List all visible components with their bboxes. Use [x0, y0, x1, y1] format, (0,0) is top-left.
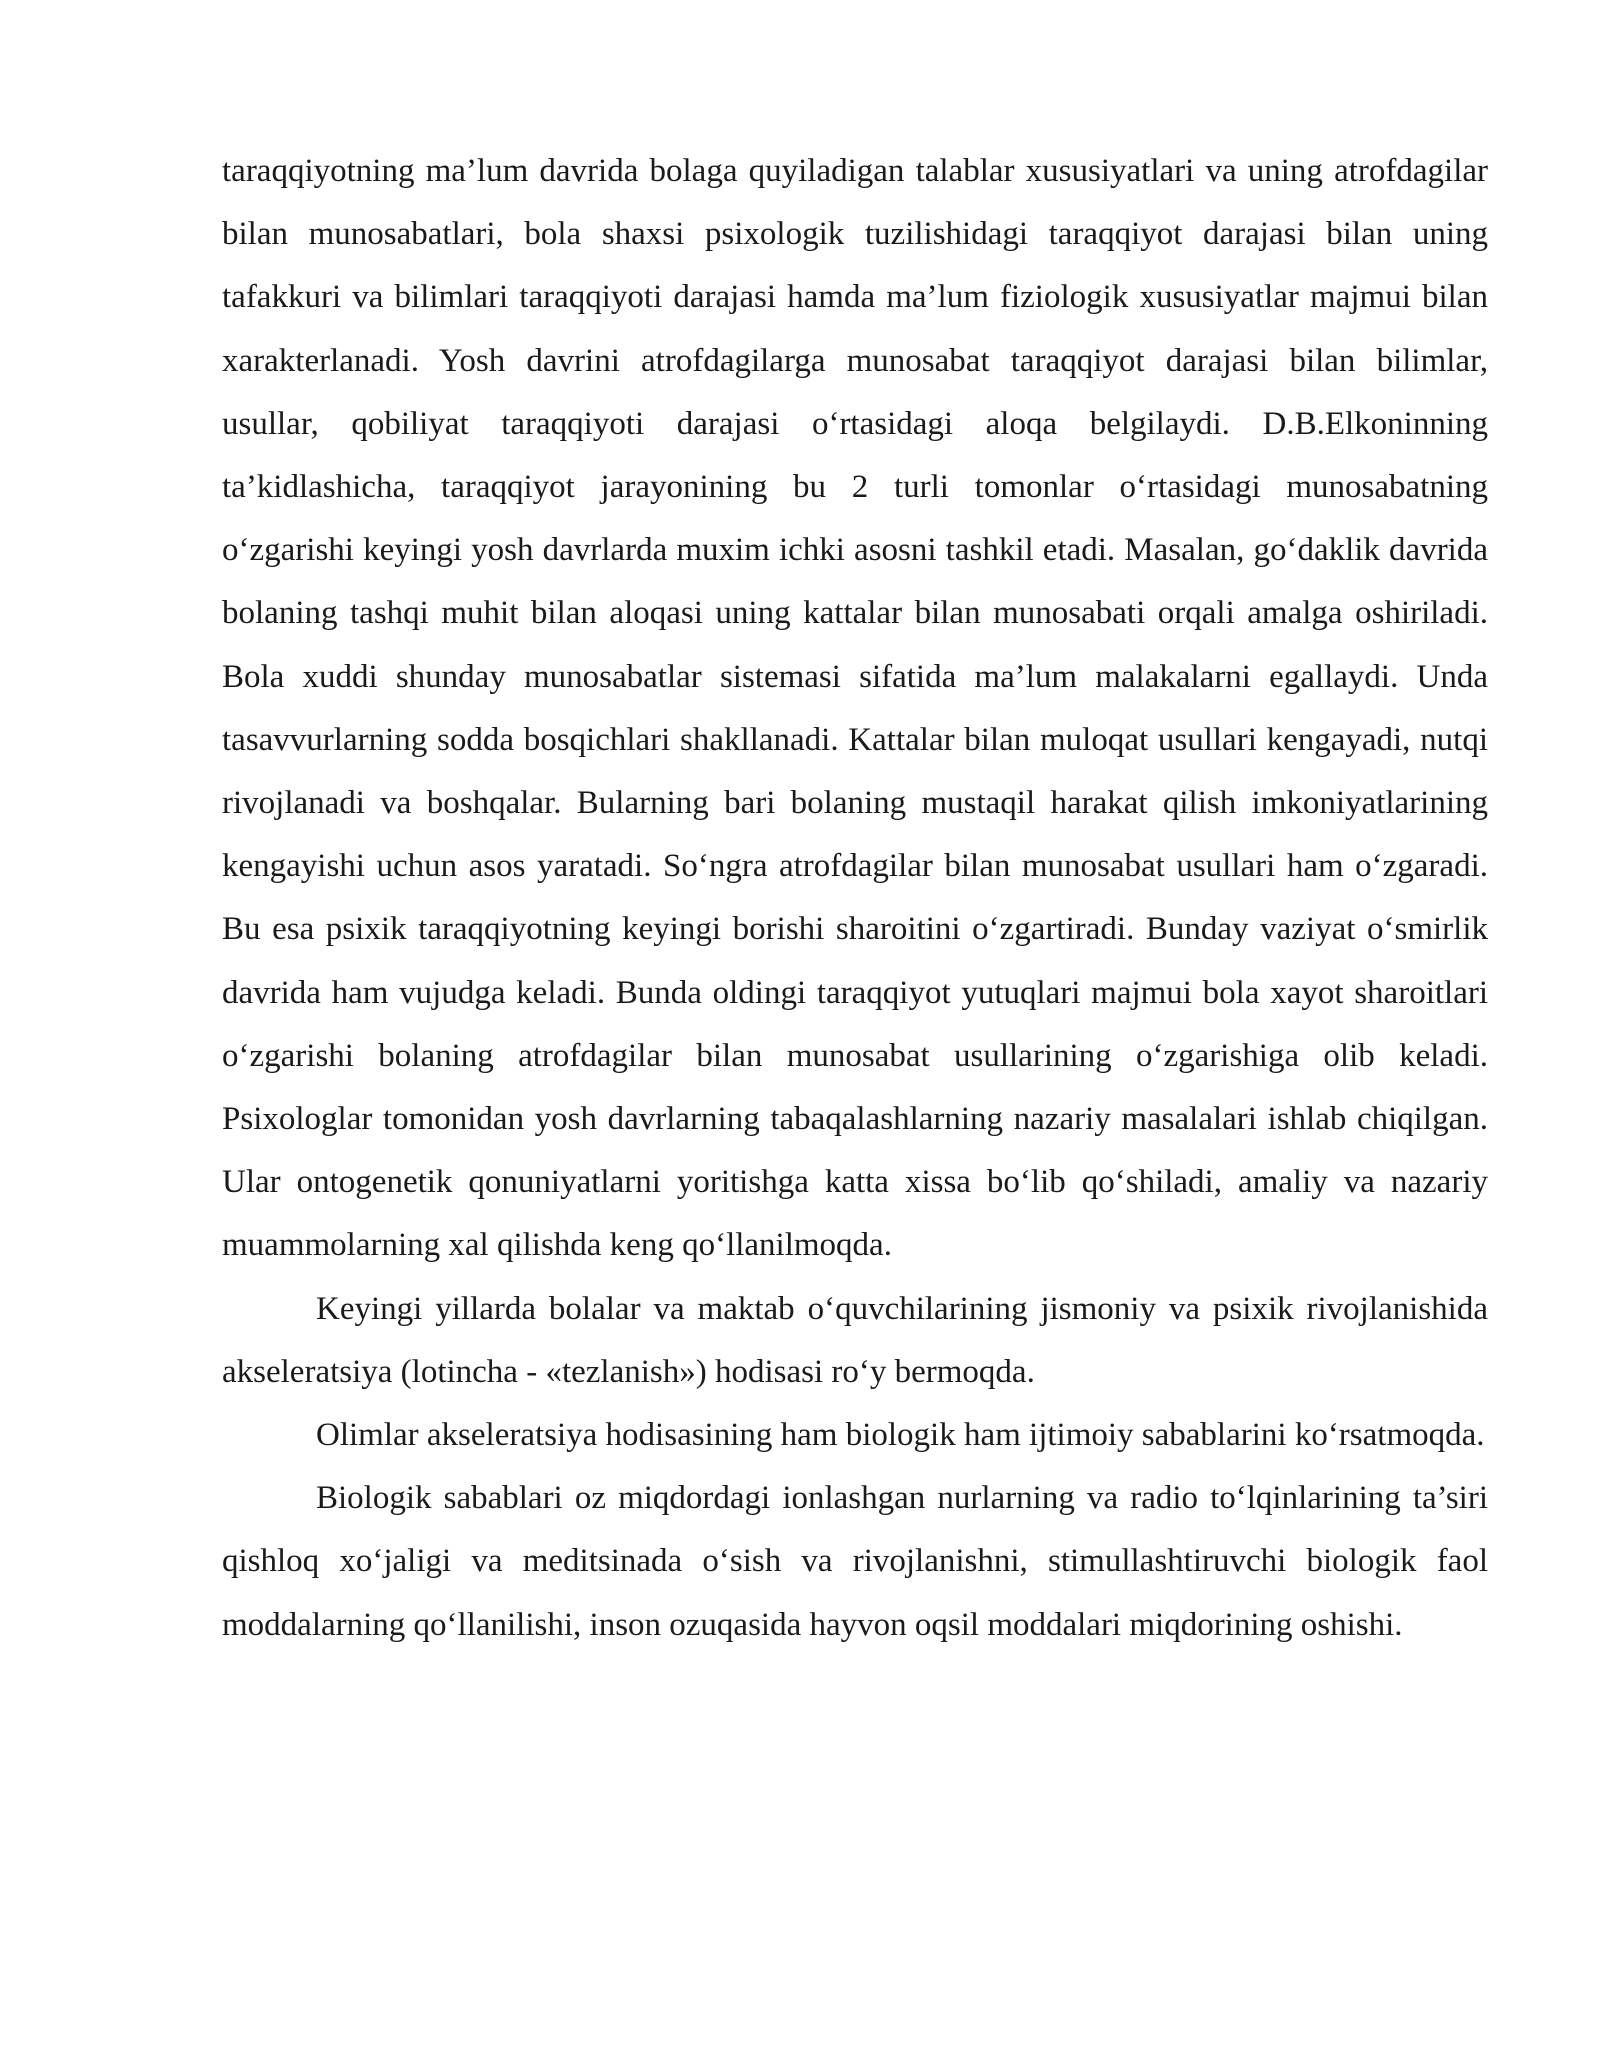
paragraph-scientists: Olimlar akseleratsiya hodisasining ham biologik ham ijtimoiy sabablarini ko‘rsatmoqda. [316, 1417, 1485, 1454]
paragraph-biological-causes: Biologik sabablari oz miqdordagi ionlashgan nurlarning va radio to‘lqinlarining ta’siri qishloq xo‘jaligi va meditsinada o‘sish va rivojlanishni, stimullashtiruvchi biologik faol moddalarning qo‘llanilishi, inson ozuqasida hayvon oqsil moddalari miqdorining oshishi. [222, 1480, 1488, 1643]
body-text [222, 140, 1488, 1657]
paragraph-continuation: taraqqiyotning ma’lum davrida bolaga quyiladigan talablar xususiyatlari va uning atrofdagilar bilan munosabatlari, bola shaxsi psixologik tuzilishidagi taraqqiyot darajasi bilan uning tafakkuri va bilimlari taraqqiyoti darajasi hamda ma’lum fiziologik xususiyatlar majmui bilan xarakterlanadi. Yosh davrini atrofdagilarga munosabat taraqqiyot darajasi bilan bilimlar, usullar, qobiliyat taraqqiyoti darajasi o‘rtasidagi aloqa belgilaydi. D.B.Elkoninning ta’kidlashicha, taraqqiyot jarayonining bu 2 turli tomonlar o‘rtasidagi munosabatning o‘zgarishi keyingi yosh davrlarda muxim ichki asosni tashkil etadi. Masalan, go‘daklik davrida bolaning tashqi muhit bilan aloqasi uning kattalar bilan munosabati orqali amalga oshiriladi. Bola xuddi shunday munosabatlar sistemasi sifatida ma’lum malakalarni egallaydi. Unda tasavvurlarning sodda bosqichlari shakllanadi. Kattalar bilan muloqat usullari kengayadi, nutqi rivojlanadi va boshqalar. Bularning bari bolaning mustaqil harakat qilish imkoniyatlarining kengayishi uchun asos yaratadi. So‘ngra atrofdagilar bilan munosabat usullari ham o‘zgaradi. Bu esa psixik taraqqiyotning keyingi borishi sharoitini o‘zgartiradi. Bunday vaziyat o‘smirlik davrida ham vujudga keladi. Bunda oldingi taraqqiyot yutuqlari majmui bola xayot sharoitlari o‘zgarishi bolaning atrofdagilar bilan munosabat usullarining o‘zgarishiga olib keladi. Psixologlar tomonidan yosh davrlarning tabaqalashlarning nazariy masalalari ishlab chiqilgan. Ular ontogenetik qonuniyatlarni yoritishga katta xissa bo‘lib qo‘shiladi, amaliy va nazariy muammolarning xal qilishda keng qo‘llanilmoqda. [222, 153, 1488, 1264]
paragraph-acceleration: Keyingi yillarda bolalar va maktab o‘quvchilarining jismoniy va psixik rivojlanishida akseleratsiya (lotincha - «tezlanish») hodisasi ro‘y bermoqda. [222, 1290, 1488, 1390]
